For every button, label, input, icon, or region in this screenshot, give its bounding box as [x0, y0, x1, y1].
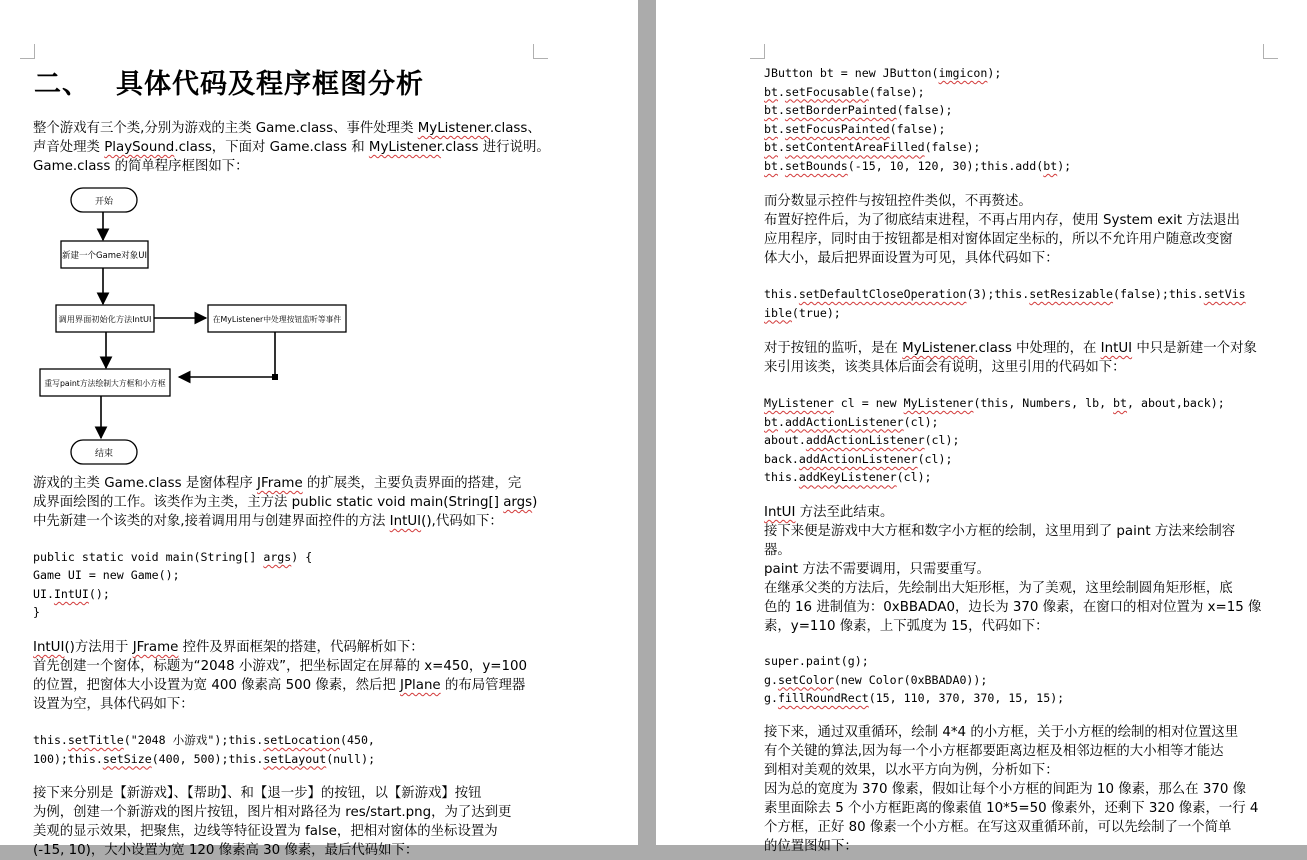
text-run: (true); — [791, 305, 841, 320]
corner-mark-top-right — [1263, 44, 1278, 59]
code-line — [764, 138, 980, 157]
text-run: 体大小，最后把界面设置为可见，具体代码如下： — [764, 251, 1059, 266]
text-line — [764, 358, 1126, 377]
text-run: (false); — [896, 103, 953, 118]
text-run: 到相对美观的效果，以水平方向为例，分析如下： — [764, 763, 1059, 778]
text-run: 的位置，把窗体大小设置为宽 400 像素高 500 像素，然后把 — [33, 678, 400, 693]
text-run: 布置好控件后，为了彻底结束进程，不再占用内存，使用 System exit 方法退出 — [764, 213, 1240, 228]
text-run: 器。 — [764, 543, 791, 558]
text-run: 有个关键的算法,因为每一个小方框都要距离边框及相邻边框的大小相等才能达 — [764, 744, 1224, 759]
text-run: 来引用该类，该类具体后面会有说明，这里引用的代码如下： — [764, 360, 1126, 375]
spellcheck-word: bt — [764, 103, 778, 118]
spellcheck-word: MyListener — [764, 396, 834, 410]
text-run: (),代码如下： — [421, 514, 503, 529]
text-run: 控件及界面框架的搭建，代码解析如下： — [178, 640, 424, 655]
program-flowchart — [40, 180, 360, 470]
text-run: 色的 16 进制值为：0xBBADA0，边长为 370 像素，在窗口的相对位置为 x=15 像 — [764, 600, 1262, 615]
text-run: 对于按钮的监听，是在 — [764, 341, 903, 356]
code-line — [33, 566, 180, 585]
spellcheck-word: setColor — [777, 672, 834, 687]
spellcheck-word: addActionListener — [784, 414, 904, 429]
text-run: ("2048 小游戏");this. — [123, 733, 264, 747]
code-line — [764, 431, 959, 450]
text-run: (this, Numbers, lb, — [973, 396, 1114, 410]
spellcheck-word: setDefaultCloseOperation — [798, 287, 967, 301]
text-run: 素，y=110 像素，上下弧度为 15，代码如下： — [764, 619, 1049, 634]
text-run: . — [777, 140, 785, 155]
text-run: 美观的显示效果，把聚焦，边线等特征设置为 false，把相对窗体的坐标设置为 — [33, 824, 498, 839]
text-run: (-15, 10)，大小设置为宽 120 像素高 30 像素，最后代码如下： — [33, 843, 419, 858]
page-gap — [638, 0, 656, 845]
spellcheck-word: JPlane — [400, 678, 441, 693]
text-run: (cl); — [917, 451, 953, 466]
text-line — [33, 638, 424, 657]
spellcheck-word: IntUI — [33, 640, 65, 655]
text-line — [764, 503, 893, 522]
text-run: 中只是新建一个对象 — [1132, 341, 1257, 356]
spellcheck-word: setLocation — [263, 733, 341, 747]
spellcheck-word: bt — [764, 140, 778, 155]
text-run: } — [33, 605, 40, 620]
text-run: public static void main(String[] — [33, 550, 264, 564]
spellcheck-word: setFocusable — [784, 84, 869, 99]
code-line — [33, 585, 110, 604]
text-run: 而分数显示控件与按钮控件类似，不再赘述。 — [764, 194, 1032, 209]
spellcheck-word: MyListener — [368, 140, 442, 155]
text-run: ); — [987, 66, 1002, 80]
code-line — [764, 450, 952, 469]
spellcheck-word: bt — [1043, 159, 1058, 173]
text-run: (cl); — [924, 433, 960, 448]
flow-listener-label: 在MyListener中处理按钮监听等事件 — [212, 315, 342, 324]
text-run: .class、 — [489, 121, 541, 136]
text-line — [764, 818, 1231, 837]
text-run: UI. — [33, 586, 54, 601]
code-line — [764, 689, 1064, 708]
flow-create-label: 新建一个Game对象UI — [61, 251, 148, 261]
text-run: (-15, 10, 120, 30);this.add( — [847, 159, 1044, 173]
text-line — [33, 822, 498, 841]
text-run: (false);this. — [1113, 287, 1204, 301]
text-line — [764, 579, 1233, 598]
spellcheck-word: setResizable — [1029, 287, 1114, 301]
code-line — [764, 468, 932, 487]
text-run: 设置为空，具体代码如下： — [33, 697, 194, 712]
spellcheck-word: PlaySound — [104, 140, 175, 155]
text-run: this. — [764, 287, 799, 301]
text-run: this. — [33, 733, 68, 747]
spellcheck-word: bt — [764, 159, 778, 173]
text-run: 为例，创建一个新游戏的图片按钮，图片相对路径为 res/start.png，为了达到更 — [33, 805, 512, 820]
text-line — [764, 837, 858, 856]
flow-paint-label: 重写paint方法绘制大方框和小方框 — [44, 379, 166, 388]
spellcheck-word: setVis — [1203, 287, 1246, 301]
text-run: 100);this. — [33, 751, 103, 766]
text-run: 应用程序，同时由于按钮都是相对窗体固定坐标的，所以不允许用户随意改变窗 — [764, 232, 1233, 247]
text-run: (450, — [340, 733, 375, 747]
text-line — [33, 657, 527, 676]
text-run: 成界面绘图的工作。该类作为主类，主方法 public static void main(String[] — [33, 495, 504, 510]
corner-mark-top-left — [750, 44, 765, 59]
text-run: cl = new — [833, 396, 904, 410]
text-line — [764, 723, 1238, 742]
spellcheck-word: bt — [764, 121, 778, 136]
code-line — [764, 304, 841, 323]
text-run: (3);this. — [966, 287, 1030, 301]
code-line — [33, 731, 375, 750]
text-run: (); — [88, 586, 110, 601]
corner-mark-top-right — [533, 44, 548, 59]
document-page-right — [656, 0, 1307, 854]
spellcheck-word: ible — [764, 305, 792, 320]
text-line — [764, 192, 1032, 211]
code-line — [764, 64, 1001, 83]
text-line — [33, 512, 503, 531]
text-run: (400, 500);this. — [151, 751, 264, 766]
text-run: 整个游戏有三个类,分别为游戏的主类 Game.class、事件处理类 — [33, 121, 418, 136]
spellcheck-word: args — [503, 495, 533, 510]
text-line — [764, 230, 1233, 249]
section-heading — [34, 62, 424, 101]
text-line — [33, 157, 249, 176]
text-run: 方法至此结束。 — [795, 505, 894, 520]
spellcheck-word: bt — [1113, 396, 1128, 410]
spellcheck-word: args — [263, 550, 292, 564]
spellcheck-word: setTitle — [67, 733, 124, 747]
spellcheck-word: setSize — [102, 751, 152, 766]
code-line — [33, 548, 312, 567]
spellcheck-word: imgicon — [938, 66, 988, 80]
text-run: 的扩展类，主要负责界面的搭建，完 — [302, 476, 522, 491]
code-line — [33, 603, 40, 622]
spellcheck-word: IntUI — [1100, 341, 1133, 356]
corner-mark-top-left — [20, 44, 35, 59]
text-run: (false); — [868, 84, 925, 99]
spellcheck-word: bt — [764, 84, 778, 99]
text-run: 的位置图如下： — [764, 839, 858, 854]
text-run: 素里面除去 5 个小方框距离的像素值 10*5=50 像素外，还剩下 320 像素，一行 4 — [764, 801, 1259, 816]
text-run: 游戏的主类 Game.class 是窗体程序 — [33, 476, 258, 491]
text-run: 接下来便是游戏中大方框和数字小方框的绘制，这里用到了 paint 方法来绘制容 — [764, 524, 1236, 539]
code-line — [764, 120, 946, 139]
spellcheck-word: setContentAreaFilled — [784, 140, 925, 155]
text-run: about. — [764, 433, 806, 448]
flow-start-label: 开始 — [94, 197, 114, 207]
text-run: 中先新建一个该类的对象,接着调用用与创建界面控件的方法 — [33, 514, 390, 529]
text-line — [33, 119, 541, 138]
text-run: g. — [764, 672, 778, 687]
spellcheck-word: addActionListener — [798, 451, 918, 466]
spellcheck-word: setBorderPainted — [784, 103, 897, 118]
spellcheck-word: bt — [764, 414, 778, 429]
text-run: . — [777, 159, 785, 173]
text-line — [33, 474, 521, 493]
text-run: 因为总的宽度为 370 像素，假如让每个小方框的间距为 10 像素，那么在 370 像 — [764, 782, 1247, 797]
text-run: , about,back); — [1127, 396, 1225, 410]
spellcheck-word: IntUI — [764, 505, 796, 520]
text-run: 在继承父类的方法后，先绘制出大矩形框，为了美观，这里绘制圆角矩形框，底 — [764, 581, 1233, 596]
text-line — [764, 598, 1261, 617]
text-run: g. — [764, 691, 778, 706]
code-line — [764, 285, 1246, 304]
text-run: .class 进行说明。 — [441, 140, 550, 155]
text-run: . — [777, 103, 785, 118]
text-run: (false); — [889, 121, 946, 136]
code-line — [764, 83, 925, 102]
text-run: super.paint(g); — [764, 654, 869, 668]
text-line — [764, 617, 1049, 636]
text-run: Game.class 的简单程序框图如下： — [33, 159, 249, 174]
spellcheck-word: JFrame — [257, 476, 303, 491]
spellcheck-word: JFrame — [132, 640, 179, 655]
text-run: (null); — [326, 751, 376, 766]
text-run: paint 方法不需要调用，只需要重写。 — [764, 562, 990, 577]
spellcheck-word: MyListener — [903, 396, 974, 410]
spellcheck-word: fillRoundRect — [777, 691, 869, 706]
code-line — [764, 101, 952, 120]
text-run: back. — [764, 451, 799, 466]
arrow-listener-paint — [179, 332, 275, 377]
text-run: 接下来，通过双重循环，绘制 4*4 的小方框，关于小方框的绘制的相对位置这里 — [764, 725, 1239, 740]
text-run: . — [777, 121, 785, 136]
code-line — [764, 157, 1071, 176]
code-line — [764, 394, 1225, 413]
spellcheck-word: addKeyListener — [798, 470, 897, 485]
text-run: ) — [532, 495, 538, 510]
text-run: (15, 110, 370, 370, 15, 15); — [868, 691, 1065, 706]
text-line — [764, 799, 1258, 818]
junction-node — [272, 374, 278, 380]
text-line — [764, 541, 791, 560]
flow-end-label: 结束 — [94, 449, 114, 459]
text-run: .class 中处理的，在 — [974, 341, 1101, 356]
text-run: 首先创建一个窗体，标题为“2048 小游戏”，把坐标固定在屏幕的 x=450，y=100 — [33, 659, 528, 674]
text-line — [764, 339, 1257, 358]
spellcheck-word: IntUI — [389, 514, 422, 529]
heading-text: 具体代码及程序框图分析 — [116, 69, 424, 100]
flow-init-label: 调用界面初始化方法IntUI — [58, 314, 152, 324]
spellcheck-word: MyListener — [417, 121, 490, 136]
text-run: ); — [1057, 159, 1072, 173]
text-run: 的布局管理器 — [440, 678, 526, 693]
text-line — [764, 560, 990, 579]
text-line — [764, 742, 1224, 761]
code-line — [764, 652, 869, 671]
text-line — [33, 841, 418, 860]
text-line — [33, 676, 525, 695]
text-line — [33, 493, 537, 512]
text-run: this. — [764, 470, 799, 485]
text-run: ()方法用于 — [64, 640, 133, 655]
spellcheck-word: MyListener — [902, 341, 975, 356]
document-page-left — [0, 0, 638, 858]
code-line — [764, 671, 987, 690]
code-line — [33, 750, 375, 769]
text-run: 个方框，正好 80 像素一个小方框。在写这双重循环前，可以先绘制了一个简单 — [764, 820, 1232, 835]
text-line — [764, 761, 1059, 780]
text-line — [33, 695, 194, 714]
heading-number: 二、 — [34, 69, 90, 100]
text-line — [33, 138, 550, 157]
spellcheck-word: IntUI — [53, 586, 89, 601]
text-run: 接下来分别是【新游戏】、【帮助】、和【退一步】的按钮，以【新游戏】按钮 — [33, 786, 482, 801]
text-line — [764, 522, 1235, 541]
text-run: ) { — [291, 550, 313, 564]
text-line — [764, 249, 1059, 268]
text-run: 声音处理类 — [33, 140, 105, 155]
text-run: (cl); — [896, 470, 932, 485]
text-run: Game UI = new Game(); — [33, 568, 180, 583]
spellcheck-word: setBounds — [784, 159, 848, 173]
text-run: (false); — [924, 140, 981, 155]
text-line — [33, 784, 482, 803]
text-run: (cl); — [903, 414, 939, 429]
text-run: JButton bt = new JButton( — [764, 66, 939, 80]
spellcheck-word: addActionListener — [805, 433, 925, 448]
code-line — [764, 413, 939, 432]
text-line — [764, 780, 1246, 799]
spellcheck-word: setFocusPainted — [784, 121, 890, 136]
text-run: . — [777, 414, 785, 429]
text-run: (new Color(0xBBADA0)); — [833, 672, 988, 687]
text-line — [764, 211, 1240, 230]
text-line — [33, 803, 511, 822]
spellcheck-word: setLayout — [263, 751, 327, 766]
text-run: . — [777, 84, 785, 99]
text-run: .class，下面对 Game.class 和 — [174, 140, 369, 155]
